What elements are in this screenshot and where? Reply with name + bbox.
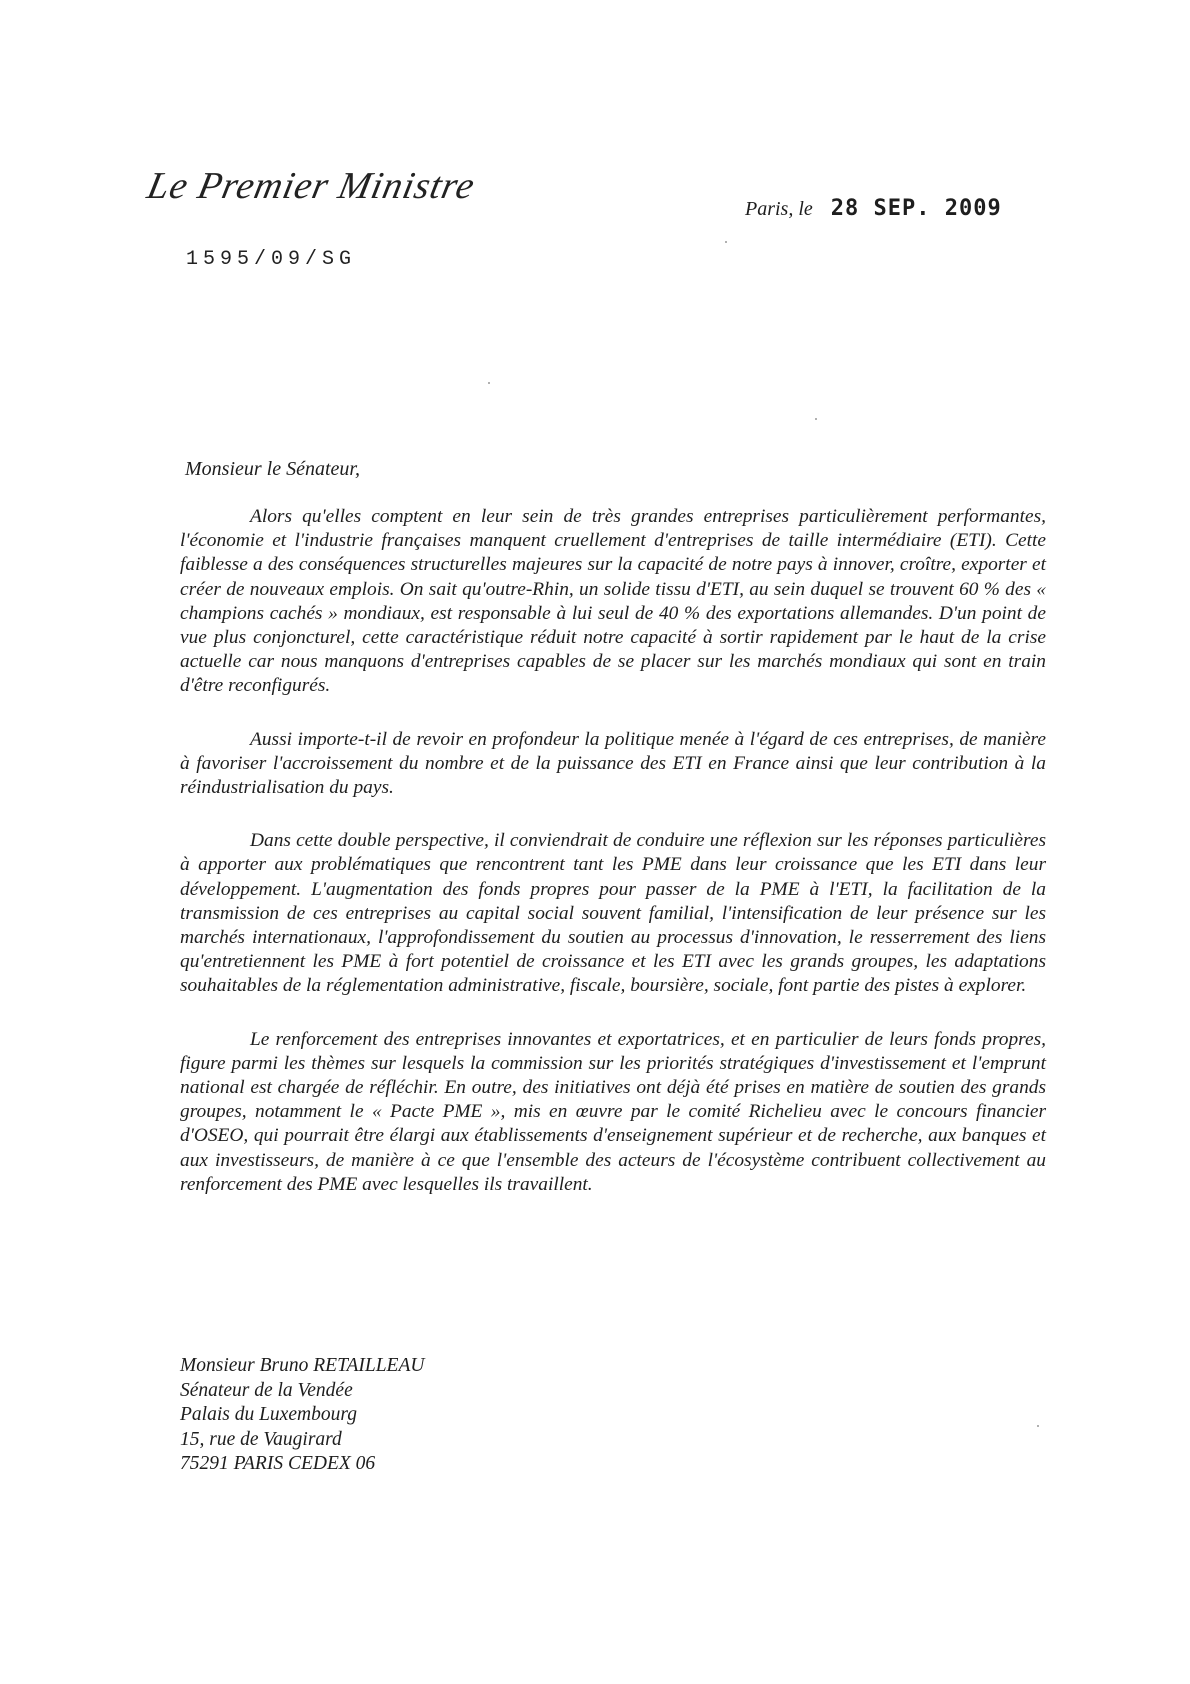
recipient-name: Monsieur Bruno RETAILLEAU: [180, 1355, 425, 1376]
reference-number: 1595/09/SG: [186, 248, 357, 271]
scan-speck: [488, 382, 490, 384]
letterhead-title: Le Premier Ministre: [143, 165, 479, 207]
recipient-address: [180, 1354, 424, 1477]
paragraph: Le renforcement des entreprises innovantes et exportatrices, et en particulier de leurs fonds propres, figure parmi les thèmes sur lesquels la commission sur les priorités stratégiques d'investissement et l'emprunt national est chargée de réfléchir. En outre, des initiatives ont déjà été prises en matière de soutien des grands groupes, notamment le « Pacte PME », mis en œuvre par le comité Richelieu avec le concours financier d'OSEO, qui pourrait être élargi aux établissements d'enseignement supérieur et de recherche, aux banques et aux investisseurs, de manière à ce que l'ensemble des acteurs de l'écosystème contribuent collectivement au renforcement des PME avec lesquelles ils travaillent.: [180, 1028, 1046, 1195]
paragraph: Alors qu'elles comptent en leur sein de très grandes entreprises particulièrement performantes, l'économie et l'industrie françaises manquent cruellement d'entreprises de taille intermédiaire (ETI). Cette faiblesse a des conséquences structurelles majeures sur la capacité de notre pays à innover, croître, exporter et créer de nouveaux emplois. On sait qu'outre-Rhin, un solide tissu d'ETI, au sein duquel se trouvent 60 % des « champions cachés » mondiaux, est responsable à lui seul de 40 % des exportations allemandes. D'un point de vue plus conjoncturel, cette caractéristique réduit notre capacité à sortir rapidement par le haut de la crise actuelle car nous manquons d'entreprises capables de se placer sur les marchés mondiaux qui sont en train d'être reconfigurés.: [180, 506, 1046, 697]
recipient-building: Palais du Luxembourg: [180, 1404, 357, 1425]
letter-body: [180, 505, 1046, 1226]
scan-speck: [815, 418, 817, 420]
date-line: [745, 196, 1002, 221]
salutation: Monsieur le Sénateur,: [185, 458, 360, 480]
scan-speck: [1037, 1425, 1039, 1427]
recipient-street: 15, rue de Vaugirard: [180, 1428, 342, 1450]
recipient-title: Sénateur de la Vendée: [180, 1379, 353, 1401]
scan-speck: [725, 241, 727, 243]
date-stamp: 28 SEP. 2009: [830, 196, 1002, 221]
paragraph: Aussi importe-t-il de revoir en profondeur la politique menée à l'égard de ces entreprises, de manière à favoriser l'accroissement du nombre et de la puissance des ETI en France ainsi que leur contribution à la réindustrialisation du pays.: [180, 728, 1046, 799]
recipient-city: 75291 PARIS CEDEX 06: [180, 1453, 376, 1474]
place-label: Paris, le: [745, 198, 813, 220]
paragraph: Dans cette double perspective, il conviendrait de conduire une réflexion sur les réponses particulières à apporter aux problématiques que rencontrent tant les PME dans leur croissance que les ETI dans leur développement. L'augmentation des fonds propres pour passer de la PME à l'ETI, la facilitation de la transmission de ces entreprises au capital social souvent familial, l'intensification de leur présence sur les marchés internationaux, l'approfondissement du soutien au processus d'innovation, le resserrement des liens qu'entretiennent les PME à fort potentiel de croissance et les ETI avec les grands groupes, les adaptations souhaitables de la réglementation administrative, fiscale, boursière, sociale, font partie des pistes à explorer.: [180, 830, 1046, 997]
